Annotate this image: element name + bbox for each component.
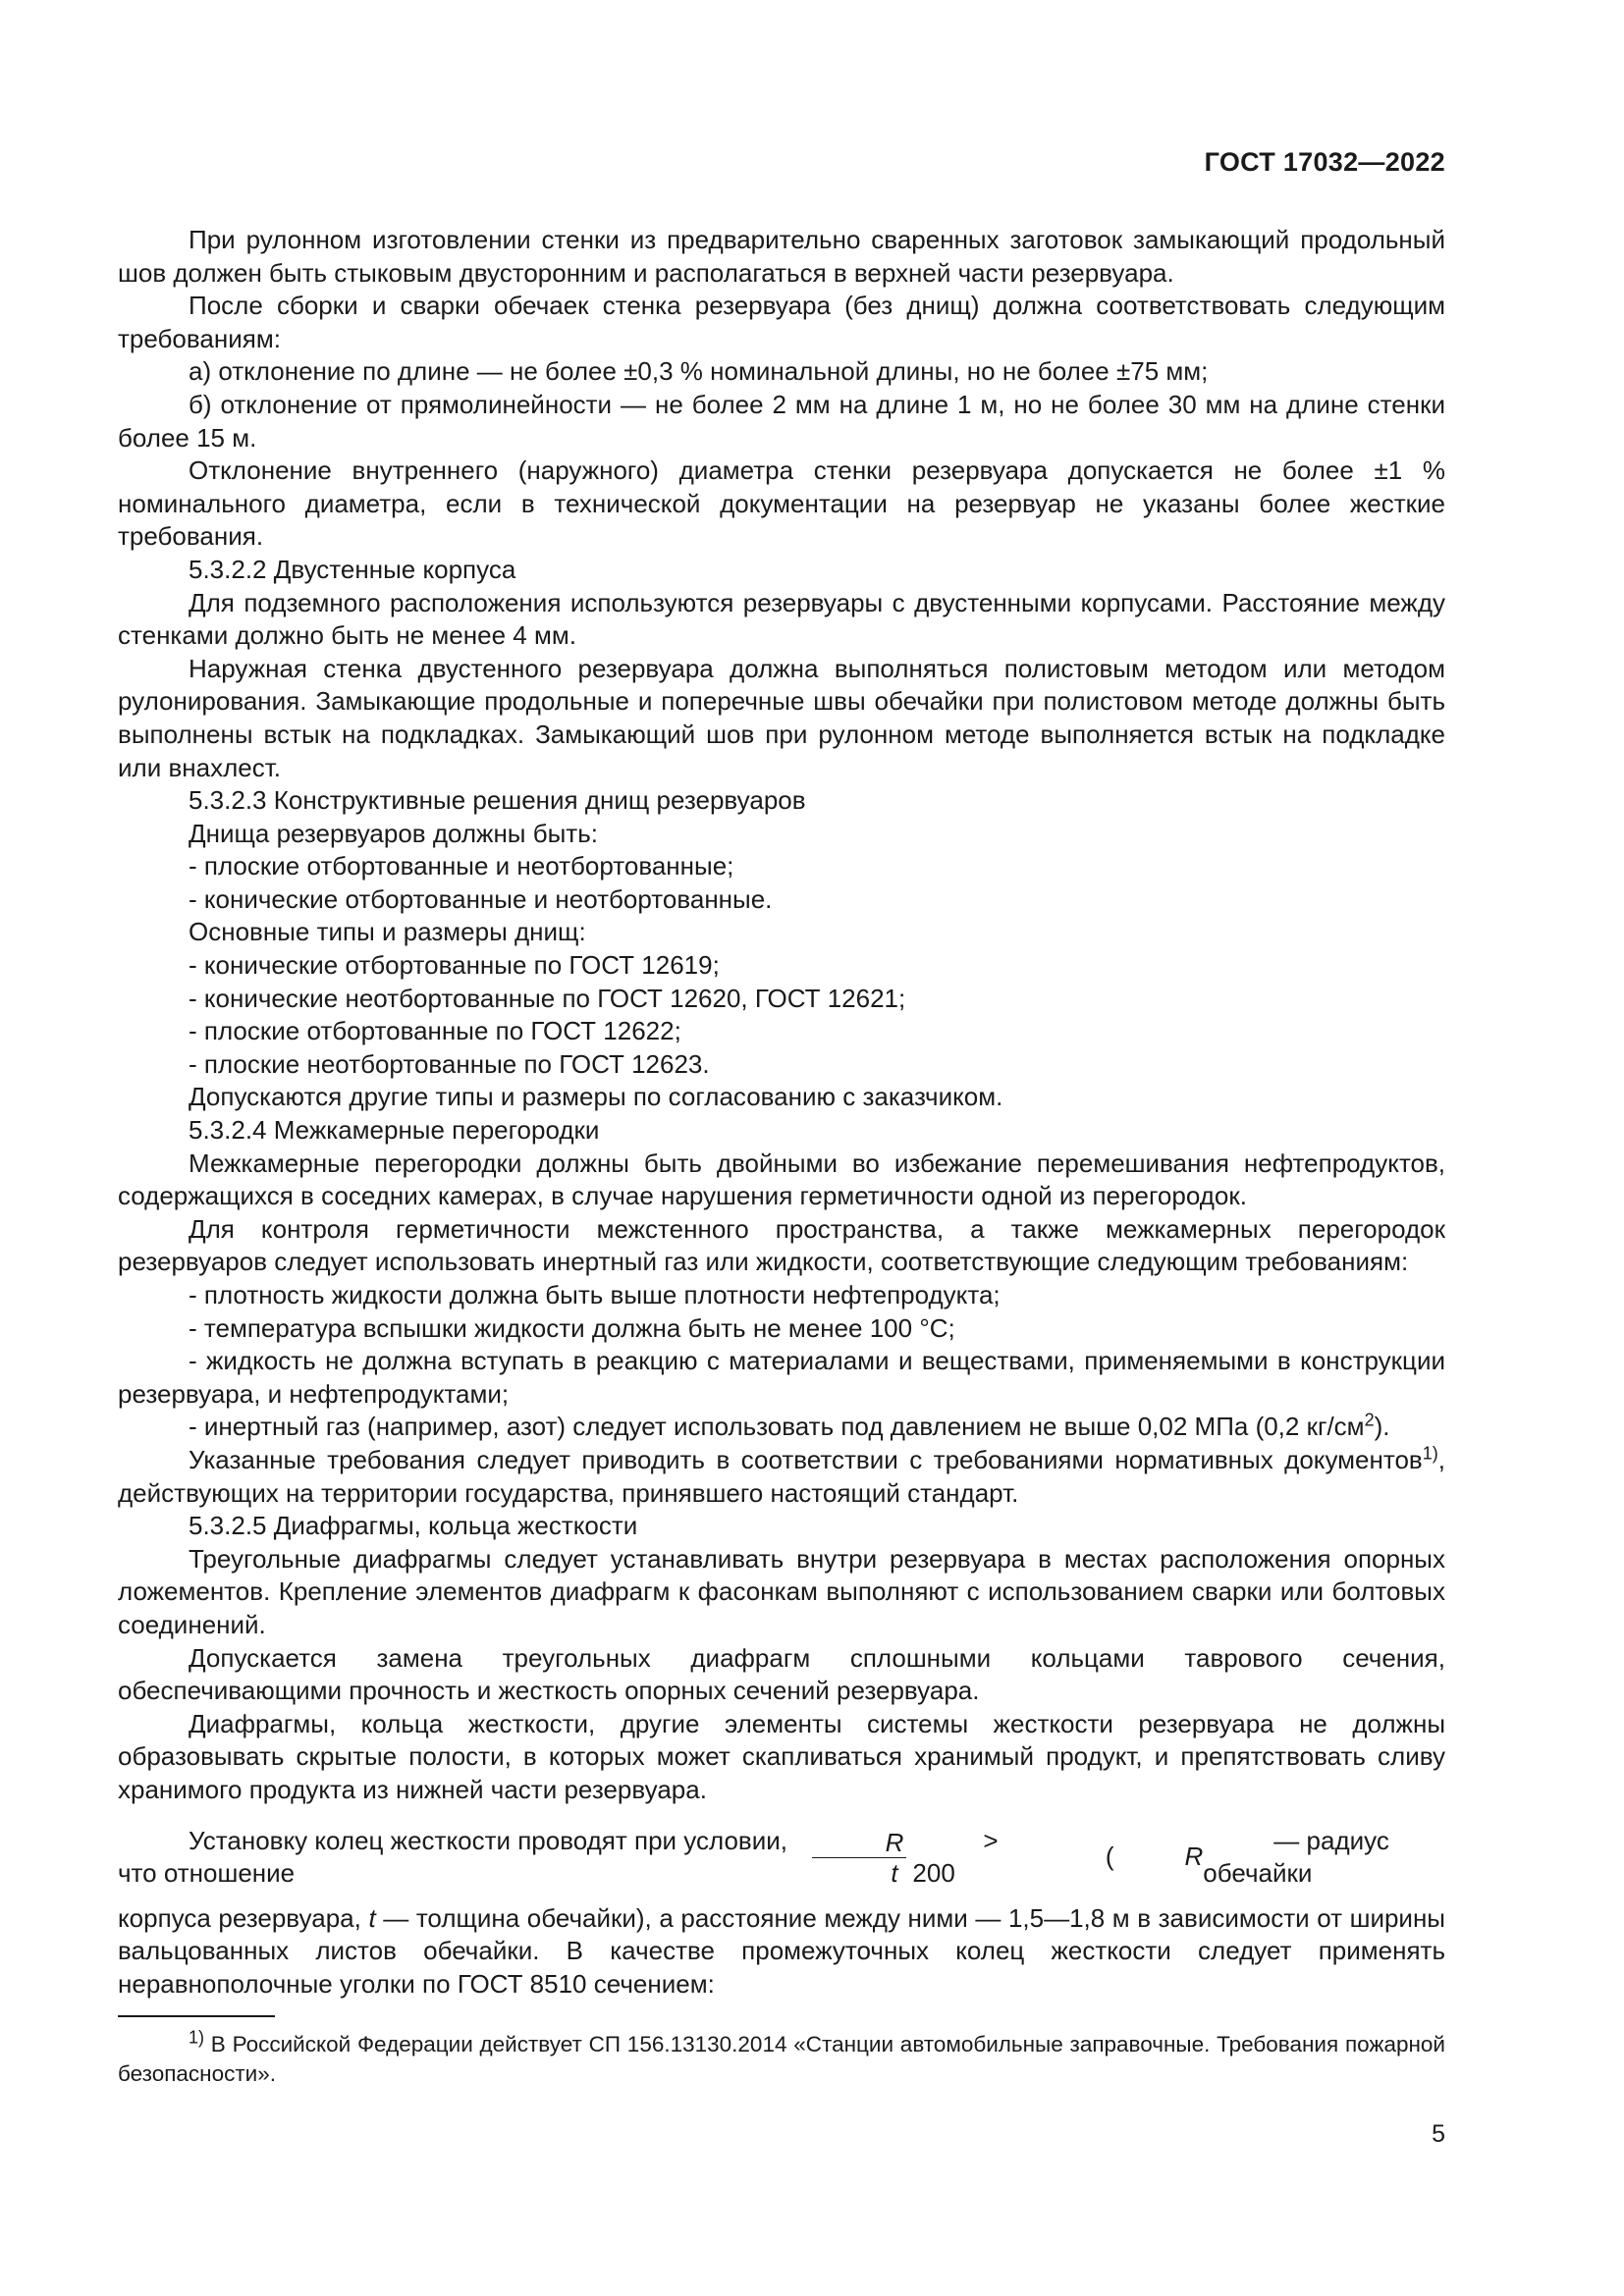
paragraph: Допускаются другие типы и размеры по согласованию с заказчиком. bbox=[189, 1082, 1003, 1112]
paragraph: Межкамерные перегородки должны быть двойными во избежание перемешивания нефтепродуктов, содержащихся в соседних камерах, в случае нарушения герметичности одной из перегородок. bbox=[118, 1148, 1445, 1211]
paragraph: Основные типы и размеры днищ: bbox=[189, 917, 586, 947]
footnote-text: В Российской Федерации действует СП 156.13130.2014 «Станции автомобильные заправочные. Требования пожарной безопасности». bbox=[118, 2032, 1445, 2086]
paragraph: Отклонение внутреннего (наружного) диаметра стенки резервуара допускается не более ±1 % номинального диаметра, если в технической документации на резервуар не указаны более жесткие требования. bbox=[118, 455, 1445, 552]
ref-para-after: , действующих на территории государства, принявшего настоящий стандарт. bbox=[118, 1444, 1445, 1508]
ref-para-before: Указанные требования следует приводить в соответствии с требованиями нормативных документов bbox=[189, 1444, 1423, 1474]
fraction bbox=[812, 1828, 907, 1888]
section-heading: 5.3.2.3 Конструктивные решения днищ резервуаров bbox=[189, 785, 806, 816]
paragraph: Днища резервуаров должны быть: bbox=[189, 818, 598, 848]
variable-r: R bbox=[1184, 1842, 1204, 1872]
list-item: - жидкость не должна вступать в реакцию с материалами и веществами, применяемыми в конструкции резервуара, и нефтепродуктами; bbox=[118, 1346, 1445, 1409]
paragraph bbox=[118, 1902, 1445, 2002]
formula-relation: > 200 bbox=[912, 1825, 999, 1889]
paragraph: Допускается замена треугольных диафрагм сплошными кольцами таврового сечения, обеспечивающими прочность и жесткость опорных сечений резервуара. bbox=[118, 1642, 1445, 1706]
fraction-denominator: t bbox=[891, 1857, 898, 1888]
page-number: 5 bbox=[1432, 2120, 1445, 2148]
variable-t: t bbox=[368, 1902, 376, 1933]
t-description: — толщина обечайки), а расстояние между ними — 1,5—1,8 м в зависимости от ширины вальцованных листов обечайки. В качестве промежуточных колец жесткости следует применять неравнополочные уголки по ГОСТ 8510 сечением: bbox=[118, 1902, 1445, 1999]
fraction-numerator: R bbox=[812, 1828, 907, 1858]
paragraph: Для контроля герметичности межстенного пространства, а также межкамерных перегородок резервуаров следует использовать инертный газ или жидкости, соответствующие следующим требованиям: bbox=[118, 1213, 1445, 1277]
document-body bbox=[118, 224, 1445, 2001]
list-item: б) отклонение от прямолинейности — не более 2 мм на длине 1 м, но не более 30 мм на длине стенки более 15 м. bbox=[118, 389, 1445, 453]
formula-paren: ( bbox=[1105, 1842, 1114, 1872]
paragraph: После сборки и сварки обечаек стенка резервуара (без днищ) должна соответствовать следующим требованиям: bbox=[118, 291, 1445, 353]
list-item: - плоские отбортованные по ГОСТ 12622; bbox=[189, 1016, 681, 1046]
section-heading: 5.3.2.4 Межкамерные перегородки bbox=[189, 1115, 600, 1146]
formula-intro: Установку колец жесткости проводят при условии, что отношение bbox=[118, 1825, 788, 1889]
footnote bbox=[118, 2027, 1445, 2089]
footnote-ref: 1) bbox=[1422, 1443, 1438, 1464]
paragraph: Треугольные диафрагмы следует устанавливать внутри резервуара в местах расположения опорных ложементов. Крепление элементов диафрагм к фасонкам выполняют с использованием сварки или болтовых соединений. bbox=[118, 1543, 1445, 1639]
paragraph: Наружная стенка двустенного резервуара должна выполняться полистовым методом или методом рулонирования. Замыкающие продольные и поперечные швы обечайки при полистовом методе должны быть выполнены встык на подкладках. Замыкающий шов при рулонном методе выполняется встык на подкладке или внахлест. bbox=[118, 653, 1445, 782]
paragraph: Диафрагмы, кольца жесткости, другие элементы системы жесткости резервуара не должны образовывать скрытые полости, в которых может скапливаться хранимый продукт, и препятствовать сливу хранимого продукта из нижней части резервуара. bbox=[118, 1708, 1445, 1804]
list-item: - плоские отбортованные и неотбортованные; bbox=[189, 851, 734, 881]
paragraph: При рулонном изготовлении стенки из предварительно сваренных заготовок замыкающий продольный шов должен быть стыковым двусторонним и располагаться в верхней части резервуара. bbox=[118, 225, 1445, 288]
list-item: - конические отбортованные и неотбортованные. bbox=[189, 883, 773, 914]
section-heading: 5.3.2.5 Диафрагмы, кольца жесткости bbox=[189, 1511, 638, 1541]
list-item: - конические отбортованные по ГОСТ 12619; bbox=[189, 950, 720, 981]
list-item: - плоские неотбортованные по ГОСТ 12623. bbox=[189, 1048, 710, 1079]
formula-line bbox=[118, 1825, 1445, 1891]
paragraph: Для подземного расположения используются резервуары с двустенными корпусами. Расстояние между стенками должно быть не менее 4 мм. bbox=[118, 587, 1445, 651]
list-item bbox=[118, 1411, 1445, 1444]
paragraph bbox=[118, 1444, 1445, 1510]
footnote-divider bbox=[118, 2015, 275, 2017]
gas-line-tail: ). bbox=[1374, 1412, 1390, 1442]
document-code: ГОСТ 17032—2022 bbox=[1204, 147, 1445, 177]
list-item: - температура вспышки жидкости должна быть не менее 100 °С; bbox=[189, 1312, 955, 1343]
section-heading: 5.3.2.2 Двустенные корпуса bbox=[189, 554, 516, 584]
superscript: 2 bbox=[1364, 1410, 1375, 1430]
list-item: - плотность жидкости должна быть выше плотности нефтепродукта; bbox=[189, 1280, 1001, 1309]
footnote-marker: 1) bbox=[189, 2027, 205, 2048]
list-item: - конические неотбортованные по ГОСТ 12620, ГОСТ 12621; bbox=[189, 983, 906, 1013]
formula-continuation: корпуса резервуара, bbox=[118, 1902, 369, 1933]
r-description: — радиус обечайки bbox=[1203, 1825, 1389, 1889]
list-item: а) отклонение по длине — не более ±0,3 % номинальной длины, но не более ±75 мм; bbox=[189, 356, 1209, 387]
gas-line-text: - инертный газ (например, азот) следует использовать под давлением не выше 0,02 МПа (0,2 кг/см bbox=[189, 1412, 1365, 1442]
